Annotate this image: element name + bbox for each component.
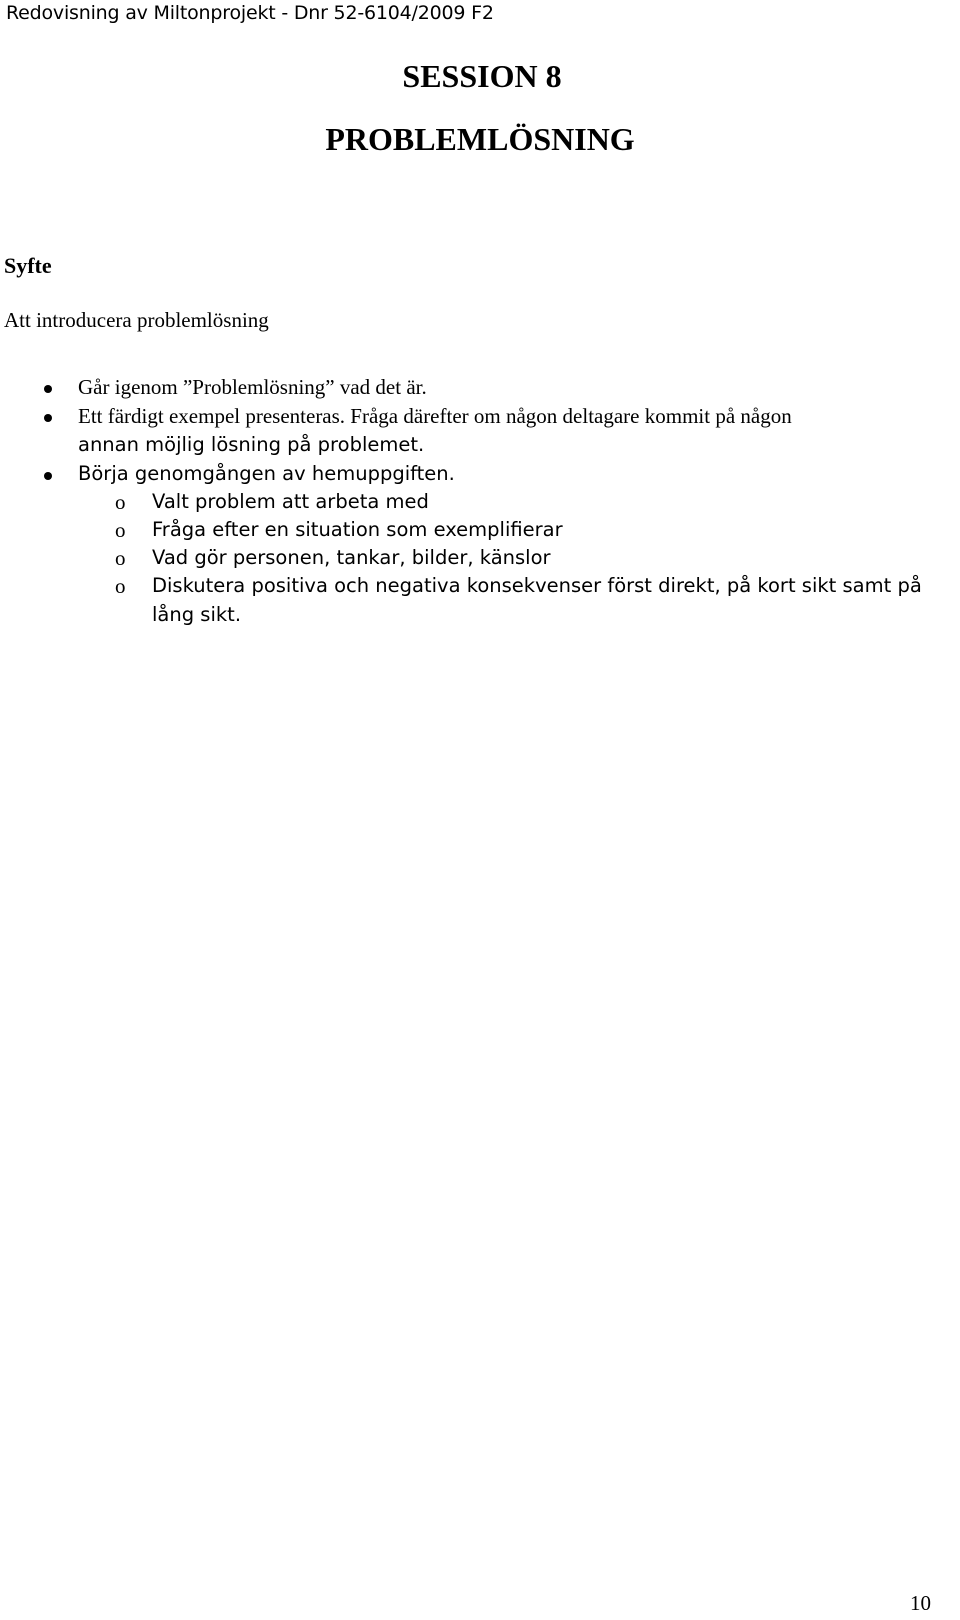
- session-title: SESSION 8: [402, 58, 562, 94]
- syfte-heading: Syfte: [4, 253, 52, 278]
- page-number: 10: [910, 1591, 931, 1615]
- sub-bullet-item-3: Vad gör personen, tankar, bilder, känslor: [152, 546, 551, 569]
- sub-bullet-marker: o: [115, 490, 126, 514]
- bullet-dot-icon: [44, 414, 52, 422]
- syfte-text: Att introducera problemlösning: [4, 308, 269, 332]
- bullet-item-2-line-1: Ett färdigt exempel presenteras. Fråga därefter om någon deltagare kommit på någon: [78, 404, 792, 428]
- bullet-item-1: Går igenom ”Problemlösning” vad det är.: [78, 375, 427, 399]
- sub-bullet-item-4: Diskutera positiva och negativa konsekvenser först direkt, på kort sikt samt på: [152, 574, 922, 597]
- sub-bullet-marker: o: [115, 574, 126, 598]
- bullet-dot-icon: [44, 472, 52, 480]
- running-header: Redovisning av Miltonprojekt - Dnr 52-6104/2009 F2: [6, 2, 494, 24]
- bullet-dot-icon: [44, 385, 52, 393]
- bullet-item-2-line-2: annan möjlig lösning på problemet.: [78, 433, 425, 456]
- topic-title: PROBLEMLÖSNING: [325, 121, 635, 157]
- sub-bullet-item-4-continuation: lång sikt.: [152, 603, 242, 626]
- sub-bullet-item-1: Valt problem att arbeta med: [152, 490, 429, 513]
- sub-bullet-marker: o: [115, 546, 126, 570]
- sub-bullet-item-2: Fråga efter en situation som exemplifierar: [152, 518, 563, 541]
- sub-bullet-marker: o: [115, 518, 126, 542]
- bullet-item-3: Börja genomgången av hemuppgiften.: [78, 462, 455, 485]
